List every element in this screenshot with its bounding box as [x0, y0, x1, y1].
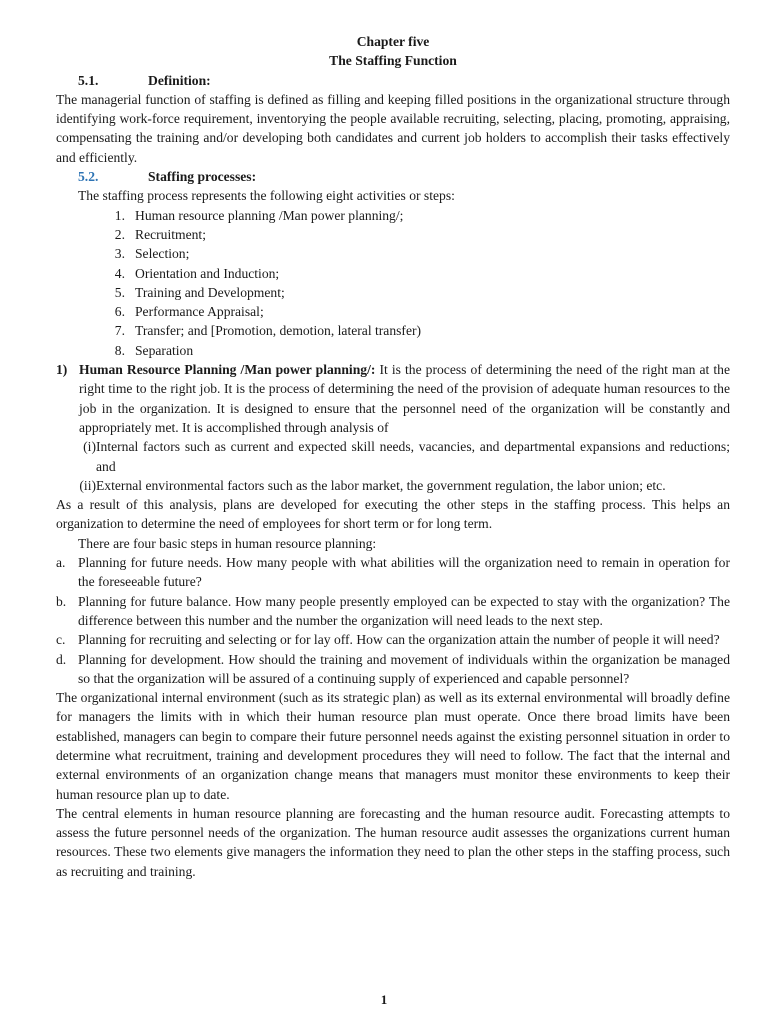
list-item: 5. Training and Development; — [114, 284, 285, 300]
list-item: c. Planning for recruiting and selecting or for lay off. How can the organization attain the number of people it will need? — [56, 632, 720, 648]
list-item: 6. Performance Appraisal; — [114, 304, 264, 320]
chapter-label: Chapter five — [356, 34, 430, 49]
list-item: d. Planning for development. How should the training and movement of individuals within the organization be managed so that the organization will be assured of a continuing supply of experienced and capable personnel? — [56, 651, 730, 686]
hrp-number: 1) — [56, 362, 68, 378]
section-label: Definition: — [148, 72, 211, 88]
section-5-1-heading — [56, 71, 730, 90]
staffing-steps-list — [56, 206, 730, 360]
list-item: 2. Recruitment; — [114, 226, 206, 242]
hrp-text: It is the process of determining the need of the right man at the right time to the right job. It is the process of determining the need of the provision of adequate human resources to the job in the organization. It is designed to ensure that the personnel need of the organization will be constantly and appropriately met. It is accomplished through analysis of — [79, 362, 730, 435]
list-item: a. Planning for future needs. How many people with what abilities will the organization need to remain in operation for the foreseeable future? — [56, 555, 730, 590]
environment-paragraph: The organizational internal environment (such as its strategic plan) as well as its external environmental will broadly define for managers the limits with in which their human resource plan must operate. Once there broad limits have been established, managers can begin to compare their future personnel needs against the existing personnel situation in order to determine what recruitment, training and development procedures they will need to follow. The fact that the internal and external environments of an organization change means that managers must monitor these environments to keep their human resource plan up to date. — [56, 690, 730, 802]
result-paragraph: As a result of this analysis, plans are developed for executing the other steps in the staffing process. This helps an organization to determine the need of employees for short term or for long term. — [56, 497, 730, 532]
section-number: 5.1. — [78, 72, 99, 88]
process-intro: The staffing process represents the following eight activities or steps: — [78, 188, 455, 204]
page-number: 1 — [380, 992, 388, 1007]
four-steps-intro: There are four basic steps in human resource planning: — [78, 535, 377, 551]
list-item: b. Planning for future balance. How many people presently employed can be expected to stay with the organization? The difference between this number and the number the organization will need leads to the next step. — [56, 593, 730, 628]
hrp-heading: Human Resource Planning /Man power planning/: — [79, 362, 376, 378]
section-number: 5.2. — [78, 169, 99, 185]
factor-item: (ii) External environmental factors such as the labor market, the government regulation, the labor union; etc. — [79, 477, 666, 493]
hrp-paragraph — [56, 360, 730, 437]
section-label: Staffing processes: — [148, 169, 257, 185]
chapter-title: The Staffing Function — [329, 53, 457, 69]
list-item: 8. Separation — [114, 342, 194, 358]
list-item: 1. Human resource planning /Man power planning/; — [114, 207, 404, 223]
central-elements-paragraph: The central elements in human resource planning are forecasting and the human resource audit. Forecasting attempts to assess the future personnel needs of the organization. The human resource audit assesses the organizations current human resources. These two elements give managers the information they need to plan the other steps in the staffing process, such as recruiting and training. — [56, 805, 730, 879]
list-item: 7. Transfer; and [Promotion, demotion, lateral transfer) — [114, 323, 422, 339]
factor-item: (i) Internal factors such as current and expected skill needs, vacancies, and departmental expansions and reductions; and — [83, 439, 730, 474]
section-5-2-heading — [56, 167, 730, 186]
list-item: 4. Orientation and Induction; — [114, 265, 280, 281]
definition-paragraph: The managerial function of staffing is defined as filling and keeping filled positions in the organizational structure through identifying work-force requirement, inventorying the people available recruiting, selecting, placing, promoting, appraising, compensating the training and/or developing both candidates and current job holders to accomplish their tasks effectively and efficiently. — [56, 91, 730, 165]
document-page — [56, 32, 730, 881]
list-item: 3. Selection; — [114, 246, 190, 262]
